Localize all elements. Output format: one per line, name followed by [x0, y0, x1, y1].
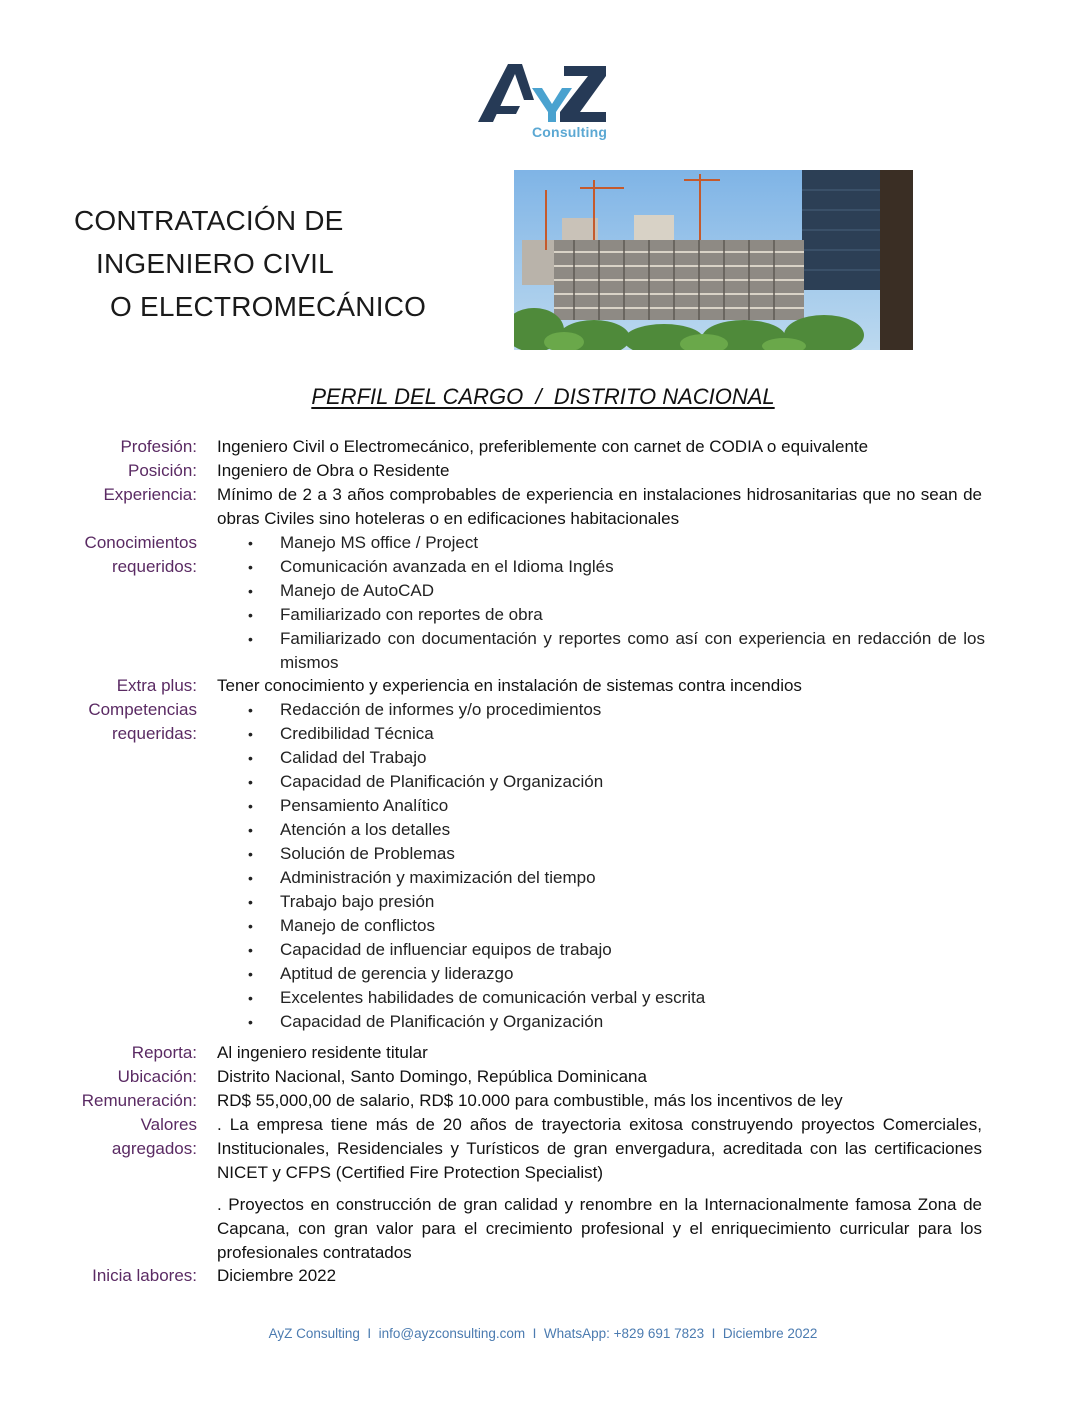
list-item: • Administración y maximización del tiempo — [248, 868, 596, 887]
label-ubicacion: Ubicación: — [117, 1067, 197, 1086]
list-item: • Credibilidad Técnica — [248, 724, 434, 743]
label-posicion: Posición: — [128, 461, 197, 480]
list-item: • Atención a los detalles — [248, 820, 451, 839]
competencias-list — [245, 698, 985, 1034]
construction-site-photo — [514, 170, 913, 350]
value-ubicacion: Distrito Nacional, Santo Domingo, República Dominicana — [217, 1067, 647, 1086]
section-heading: PERFIL DEL CARGO / DISTRITO NACIONAL — [311, 384, 775, 409]
label-profesion: Profesión: — [120, 437, 197, 456]
label-reporta: Reporta: — [131, 1043, 197, 1062]
list-item: • Aptitud de gerencia y liderazgo — [248, 964, 514, 983]
footer-contact: AyZ Consulting I info@ayzconsulting.com I WhatsApp: +829 691 7823 I Diciembre 2022 — [268, 1326, 818, 1341]
label-inicia-labores: Inicia labores: — [92, 1266, 197, 1285]
list-item: • Capacidad de Planificación y Organización — [248, 1012, 604, 1031]
title-line-1: CONTRATACIÓN DE — [74, 205, 344, 236]
list-item: • Trabajo bajo presión — [248, 892, 435, 911]
list-item: • Manejo MS office / Project — [248, 533, 479, 552]
list-item: • Familiarizado con documentación y reportes como así con experiencia en redacción de los mismos — [248, 629, 985, 672]
ayz-logo-mark-icon — [476, 60, 616, 130]
list-item: • Calidad del Trabajo — [248, 748, 427, 767]
list-item: • Solución de Problemas — [248, 844, 455, 863]
value-remuneracion: RD$ 55,000,00 de salario, RD$ 10.000 para combustible, más los incentivos de ley — [217, 1091, 843, 1110]
list-item: • Manejo de AutoCAD — [248, 581, 435, 600]
label-requeridos: requeridos: — [111, 557, 197, 576]
label-competencias: Competencias — [88, 700, 197, 719]
value-inicia-labores: Diciembre 2022 — [217, 1266, 337, 1285]
list-item: • Excelentes habilidades de comunicación verbal y escrita — [248, 988, 706, 1007]
label-extra-plus: Extra plus: — [116, 676, 197, 695]
label-remuneracion: Remuneración: — [81, 1091, 197, 1110]
list-item: • Manejo de conflictos — [248, 916, 435, 935]
value-extra-plus: Tener conocimiento y experiencia en instalación de sistemas contra incendios — [217, 676, 802, 695]
value-posicion: Ingeniero de Obra o Residente — [217, 461, 450, 480]
value-reporta: Al ingeniero residente titular — [217, 1043, 428, 1062]
logo-subtitle: Consulting — [532, 124, 608, 140]
list-item: • Familiarizado con reportes de obra — [248, 605, 543, 624]
label-experiencia: Experiencia: — [103, 485, 197, 504]
list-item: • Comunicación avanzada en el Idioma Inglés — [248, 557, 614, 576]
value-valores-paragraph-2: . Proyectos en construcción de gran calidad y renombre en la Internacionalmente famosa Zona de Capcana, con gran valor para el crecimiento profesional y el enriquecimiento curricular para los profesionales contratados — [217, 1195, 982, 1262]
list-item: • Capacidad de Planificación y Organización — [248, 772, 604, 791]
title-line-2: INGENIERO CIVIL — [96, 248, 334, 279]
label-conocimientos: Conocimientos — [84, 533, 197, 552]
label-agregados: agregados: — [111, 1139, 197, 1158]
conocimientos-list — [245, 531, 985, 675]
list-item: • Capacidad de influenciar equipos de trabajo — [248, 940, 612, 959]
value-experiencia: Mínimo de 2 a 3 años comprobables de experiencia en instalaciones hidrosanitarias que no sean de obras Civiles sino hoteleras o en edificaciones habitacionales — [217, 485, 982, 528]
list-item: • Pensamiento Analítico — [248, 796, 449, 815]
list-item: • Redacción de informes y/o procedimientos — [248, 700, 602, 719]
label-valores: Valores — [140, 1115, 197, 1134]
label-requeridas: requeridas: — [111, 724, 197, 743]
title-line-3: O ELECTROMECÁNICO — [110, 291, 427, 322]
value-valores-paragraph-1: . La empresa tiene más de 20 años de trayectoria exitosa construyendo proyectos Comerciales, Institucionales, Residenciales y Turísticos de gran envergadura, acreditada con las certificaciones NICET y CFPS (Certified Fire Protection Specialist) — [217, 1115, 982, 1182]
value-profesion: Ingeniero Civil o Electromecánico, preferiblemente con carnet de CODIA o equivalente — [217, 437, 869, 456]
